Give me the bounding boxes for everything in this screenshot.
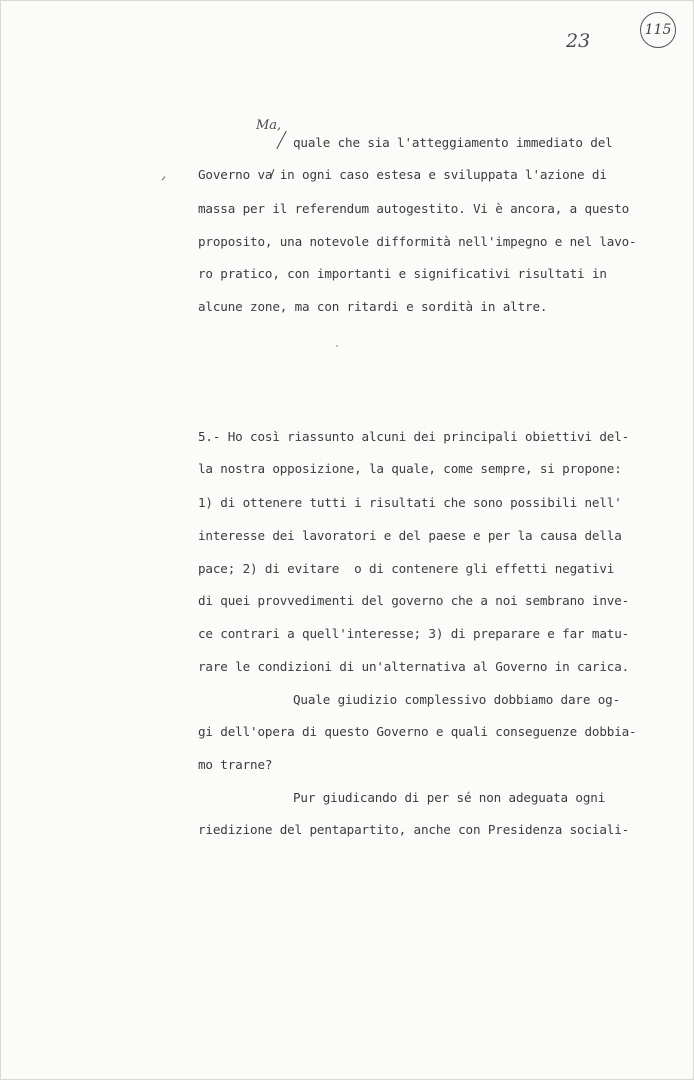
text-line: gi dell'opera di questo Governo e quali conseguenze dobbia- (198, 724, 637, 739)
text-line: di quei provvedimenti del governo che a noi sembrano inve- (198, 593, 630, 608)
paper-speck (336, 345, 338, 347)
handwritten-insertion-ma: Ma, (256, 118, 282, 133)
text-line: pace; 2) di evitare o di contenere gli effetti negativi (198, 561, 615, 576)
text-line: riedizione del pentapartito, anche con Presidenza sociali- (198, 822, 630, 837)
handwritten-page-number: 23 (566, 30, 591, 52)
text-line: ro pratico, con importanti e significativi risultati in (198, 266, 607, 281)
archive-number-stamp (640, 12, 676, 48)
text-line: rare le condizioni di un'alternativa al Governo in carica. (198, 659, 630, 674)
text-line: 1) di ottenere tutti i risultati che sono possibili nell' (198, 495, 622, 510)
text-line: Governo va in ogni caso estesa e sviluppata l'azione di (198, 167, 607, 182)
archive-number: 115 (644, 22, 672, 38)
text-line: quale che sia l'atteggiamento immediato del (293, 135, 613, 150)
text-line: interesse dei lavoratori e del paese e per la causa della (198, 528, 622, 543)
text-line: mo trarne? (198, 757, 273, 772)
text-line: proposito, una notevole difformità nell'impegno e nel lavo- (198, 234, 637, 249)
text-line: ce contrari a quell'interesse; 3) di preparare e far matu- (198, 626, 630, 641)
text-line: Pur giudicando di per sé non adeguata ogni (293, 790, 606, 805)
text-line: Quale giudizio complessivo dobbiamo dare og- (293, 692, 621, 707)
text-line: 5.- Ho così riassunto alcuni dei principali obiettivi del- (198, 429, 630, 444)
text-line: la nostra opposizione, la quale, come sempre, si propone: (198, 461, 622, 476)
text-line: massa per il referendum autogestito. Vi è ancora, a questo (198, 201, 630, 216)
text-line: alcune zone, ma con ritardi e sordità in altre. (198, 299, 548, 314)
